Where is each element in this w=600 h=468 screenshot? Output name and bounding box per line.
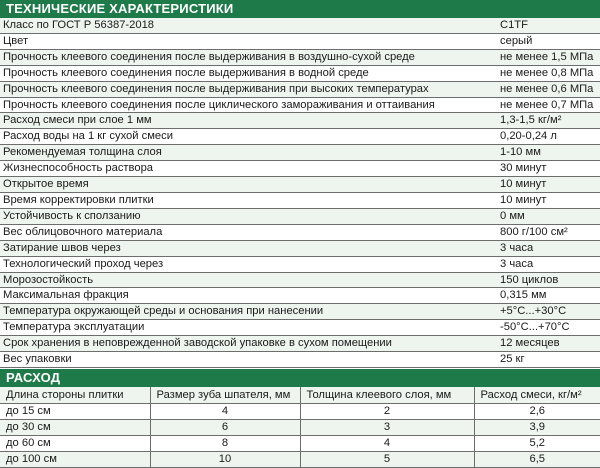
spec-value: не менее 0,8 МПа	[497, 65, 600, 81]
consumption-row	[0, 435, 600, 451]
spec-label: Время корректировки плитки	[0, 192, 497, 208]
consumption-row	[0, 451, 600, 467]
spec-value: не менее 0,7 МПа	[497, 97, 600, 113]
spec-value: серый	[497, 33, 600, 49]
consumption-cell: 3,9	[474, 419, 600, 435]
spec-label: Морозостойкость	[0, 272, 497, 288]
spec-value: 3 часа	[497, 240, 600, 256]
spec-value: 25 кг	[497, 352, 600, 368]
spec-label: Цвет	[0, 33, 497, 49]
consumption-cell: 5,2	[474, 435, 600, 451]
spec-value: 10 минут	[497, 192, 600, 208]
spec-label: Вес облицовочного материала	[0, 224, 497, 240]
specs-table	[0, 18, 600, 368]
consumption-cell: 2,6	[474, 403, 600, 419]
spec-label: Расход воды на 1 кг сухой смеси	[0, 129, 497, 145]
consumption-cell: 6	[150, 419, 300, 435]
spec-label: Устойчивость к сползанию	[0, 208, 497, 224]
consumption-row	[0, 403, 600, 419]
spec-value: 30 минут	[497, 161, 600, 177]
spec-label: Срок хранения в неповрежденной заводской упаковке в сухом помещении	[0, 336, 497, 352]
consumption-title: РАСХОД	[0, 369, 600, 387]
consumption-cell: 4	[300, 435, 474, 451]
spec-label: Прочность клеевого соединения после выдерживания в воздушно-сухой среде	[0, 49, 497, 65]
spec-label: Жизнеспособность раствора	[0, 161, 497, 177]
spec-label: Технологический проход через	[0, 256, 497, 272]
spec-row	[0, 161, 600, 177]
spec-value: 1,3-1,5 кг/м²	[497, 113, 600, 129]
consumption-cell: 10	[150, 451, 300, 467]
consumption-header: Длина стороны плитки	[0, 387, 150, 404]
consumption-cell: 2	[300, 403, 474, 419]
spec-row	[0, 272, 600, 288]
spec-value: -50°C...+70°C	[497, 320, 600, 336]
spec-row	[0, 352, 600, 368]
consumption-table	[0, 387, 600, 468]
spec-row	[0, 81, 600, 97]
spec-row	[0, 208, 600, 224]
consumption-cell: до 15 см	[0, 403, 150, 419]
spec-label: Расход смеси при слое 1 мм	[0, 113, 497, 129]
spec-value: 3 часа	[497, 256, 600, 272]
spec-row	[0, 33, 600, 49]
spec-value: 800 г/100 см²	[497, 224, 600, 240]
spec-row	[0, 129, 600, 145]
consumption-cell: 3	[300, 419, 474, 435]
consumption-header: Расход смеси, кг/м²	[474, 387, 600, 404]
consumption-cell: до 60 см	[0, 435, 150, 451]
spec-row	[0, 192, 600, 208]
spec-label: Затирание швов через	[0, 240, 497, 256]
specs-title: ТЕХНИЧЕСКИЕ ХАРАКТЕРИСТИКИ	[0, 0, 600, 18]
spec-label: Открытое время	[0, 177, 497, 193]
consumption-cell: до 100 см	[0, 451, 150, 467]
consumption-cell: до 30 см	[0, 419, 150, 435]
spec-value: 12 месяцев	[497, 336, 600, 352]
spec-row	[0, 65, 600, 81]
spec-value: 150 циклов	[497, 272, 600, 288]
spec-row	[0, 336, 600, 352]
spec-row	[0, 320, 600, 336]
spec-row	[0, 224, 600, 240]
consumption-header: Размер зуба шпателя, мм	[150, 387, 300, 404]
spec-label: Прочность клеевого соединения после выдерживания при высоких температурах	[0, 81, 497, 97]
consumption-cell: 6,5	[474, 451, 600, 467]
spec-row	[0, 113, 600, 129]
spec-value: не менее 0,6 МПа	[497, 81, 600, 97]
spec-value: 10 минут	[497, 177, 600, 193]
spec-label: Температура эксплуатации	[0, 320, 497, 336]
spec-value: не менее 1,5 МПа	[497, 49, 600, 65]
spec-row	[0, 288, 600, 304]
spec-label: Температура окружающей среды и основания при нанесении	[0, 304, 497, 320]
spec-value: 1-10 мм	[497, 145, 600, 161]
spec-value: 0,315 мм	[497, 288, 600, 304]
spec-row	[0, 97, 600, 113]
consumption-header: Толщина клеевого слоя, мм	[300, 387, 474, 404]
spec-value: 0 мм	[497, 208, 600, 224]
consumption-cell: 8	[150, 435, 300, 451]
spec-row	[0, 256, 600, 272]
spec-row	[0, 49, 600, 65]
consumption-cell: 5	[300, 451, 474, 467]
consumption-cell: 4	[150, 403, 300, 419]
spec-value: 0,20-0,24 л	[497, 129, 600, 145]
spec-value: С1TF	[497, 18, 600, 33]
spec-label: Максимальная фракция	[0, 288, 497, 304]
spec-label: Класс по ГОСТ Р 56387-2018	[0, 18, 497, 33]
consumption-row	[0, 419, 600, 435]
spec-row	[0, 240, 600, 256]
spec-label: Прочность клеевого соединения после циклического замораживания и оттаивания	[0, 97, 497, 113]
spec-label: Прочность клеевого соединения после выдерживания в водной среде	[0, 65, 497, 81]
spec-label: Вес упаковки	[0, 352, 497, 368]
spec-row	[0, 304, 600, 320]
spec-label: Рекомендуемая толщина слоя	[0, 145, 497, 161]
spec-value: +5°C...+30°C	[497, 304, 600, 320]
spec-row	[0, 177, 600, 193]
spec-row	[0, 145, 600, 161]
spec-row	[0, 18, 600, 33]
